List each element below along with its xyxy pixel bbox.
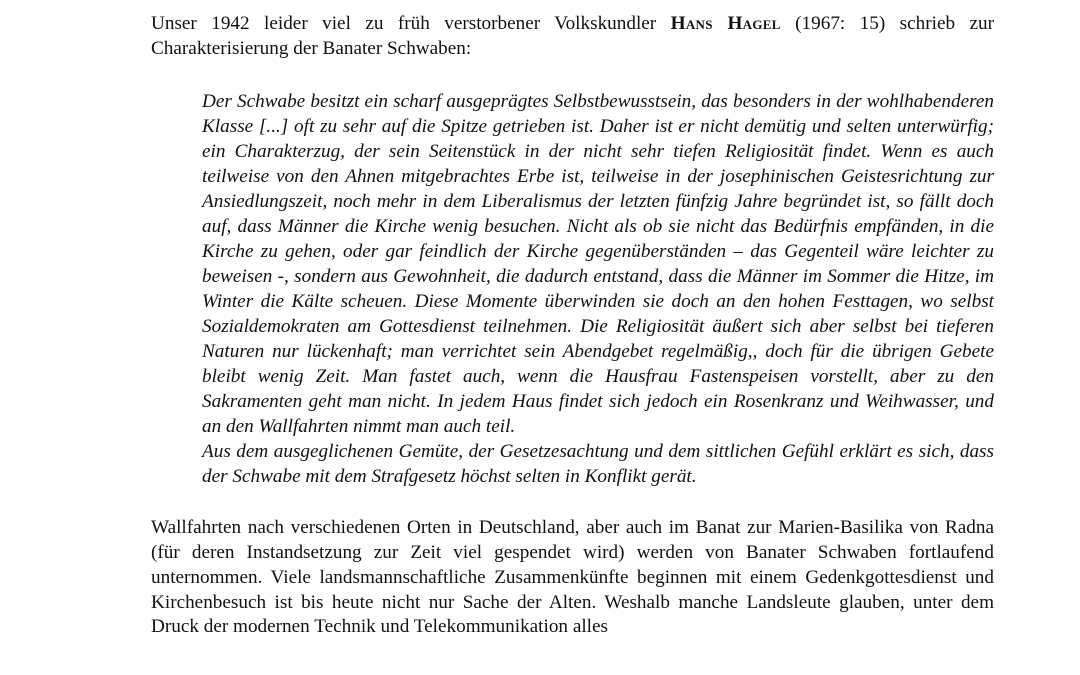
quote-paragraph-2: Aus dem ausgeglichenen Gemüte, der Gesetzesachtung und dem sittlichen Gefühl erklärt es sich, dass der Schwabe mit dem Strafgesetz höchst selten in Konflikt gerät.: [202, 440, 994, 487]
closing-paragraph: Wallfahrten nach verschiedenen Orten in Deutschland, aber auch im Banat zur Marien-Basilika von Radna (für deren Instandsetzung zur Zeit viel gespendet wird) werden von Banater Schwaben fortlaufend unternommen. Viele landsmannschaftliche Zusammenkünfte beginnen mit einem Gedenkgottesdienst und Kirchenbesuch ist bis heute nicht nur Sache der Alten. Weshalb manche Landsleute glauben, unter dem Druck der modernen Technik und Telekommunikation alles: [151, 516, 994, 638]
intro-text-after-author: (1967: 15) schrieb zur Charakterisierung der Banater Schwaben:: [151, 13, 994, 59]
document-page: [151, 12, 994, 640]
block-quote: [202, 89, 994, 489]
intro-paragraph: [151, 12, 994, 62]
author-name: Hans Hagel: [670, 13, 781, 34]
intro-text-before-author: Unser 1942 leider viel zu früh verstorbener Volkskundler: [151, 13, 671, 34]
quote-paragraph-1: Der Schwabe besitzt ein scharf ausgeprägtes Selbstbewusstsein, das besonders in der wohlhabenderen Klasse [...] oft zu sehr auf die Spitze getrieben ist. Daher ist er nicht demütig und selten unterwürfig; ein Charakterzug, der sein Seitenstück in der nicht sehr tiefen Religiosität findet. Wenn es auch teilweise von den Ahnen mitgebrachtes Erbe ist, teilweise in der josephinischen Geistesrichtung zur Ansiedlungszeit, noch mehr in dem Liberalismus der letzten fünfzig Jahre begründet ist, so fällt doch auf, dass Männer die Kirche wenig besuchen. Nicht als ob sie nicht das Bedürfnis empfänden, in die Kirche zu gehen, oder gar feindlich der Kirche gegenüberständen – das Gegenteil wäre leichter zu beweisen -, sondern aus Gewohnheit, die dadurch entstand, dass die Männer im Sommer die Hitze, im Winter die Kälte scheuen. Diese Momente überwinden sie doch an den hohen Festtagen, wo selbst Sozialdemokraten am Gottesdienst teilnehmen. Die Religiosität äußert sich aber selbst bei tieferen Naturen nur lückenhaft; man verrichtet sein Abendgebet regelmäßig,, doch für die übrigen Gebete bleibt wenig Zeit. Man fastet auch, wenn die Hausfrau Fastenspeisen vorstellt, aber zu den Sakramenten geht man nicht. In jedem Haus findet sich jedoch ein Rosenkranz und Weihwasser, und an den Wallfahrten nimmt man auch teil.: [202, 90, 994, 437]
